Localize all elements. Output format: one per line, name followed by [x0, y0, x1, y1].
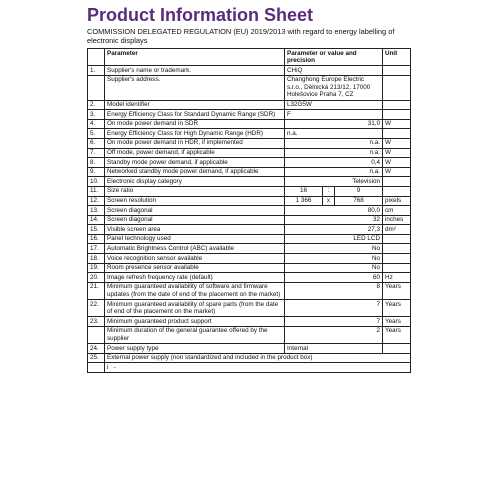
row-value: n.a.	[285, 129, 383, 139]
row-num: 7.	[88, 148, 105, 158]
ratio-separator: :	[323, 186, 335, 196]
resolution-separator: x	[323, 196, 335, 206]
row-unit: W	[383, 148, 411, 158]
row-subitem	[105, 363, 411, 373]
row-value: 32	[285, 215, 383, 225]
table-row	[88, 167, 411, 177]
row-unit	[383, 100, 411, 110]
row-param: Automatic Brightness Control (ABC) available	[105, 244, 285, 254]
row-param: Minimum duration of the general guarantee offered by the supplier	[105, 326, 285, 343]
row-unit: Years	[383, 300, 411, 317]
table-row	[88, 326, 411, 343]
row-param: Voice recognition sensor available	[105, 254, 285, 264]
row-param: Off mode, power demand, if applicable	[105, 148, 285, 158]
table-row	[88, 353, 411, 363]
subitem-marker: i	[107, 363, 109, 371]
table-row	[88, 234, 411, 244]
table-row	[88, 206, 411, 216]
row-unit	[383, 234, 411, 244]
row-value: Television	[285, 177, 383, 187]
row-unit: W	[383, 119, 411, 129]
table-row	[88, 148, 411, 158]
row-unit: W	[383, 167, 411, 177]
row-value: Changhong Europe Electric s.r.o., Dělnická 213/12, 17000 Holešovice Praha 7, CZ	[285, 75, 383, 100]
row-param: Networked standby mode power demand, if applicable	[105, 167, 285, 177]
row-value: n.a.	[285, 167, 383, 177]
row-unit: Years	[383, 282, 411, 299]
row-unit: dm²	[383, 225, 411, 235]
row-num: 2.	[88, 100, 105, 110]
row-value: 7	[285, 300, 383, 317]
row-num: 12.	[88, 196, 105, 206]
row-value: n.a.	[285, 138, 383, 148]
subitem-value: -	[113, 363, 116, 371]
table-row	[88, 263, 411, 273]
row-param: Supplier's address.	[105, 75, 285, 100]
table-row	[88, 66, 411, 76]
table-row	[88, 177, 411, 187]
row-param: Minimum guaranteed product support	[105, 317, 285, 327]
header-unit: Unit	[383, 49, 411, 66]
table-row	[88, 119, 411, 129]
table-row	[88, 138, 411, 148]
row-value: L32G5W	[285, 100, 383, 110]
row-unit: inches	[383, 215, 411, 225]
row-param: Power supply type	[105, 344, 285, 354]
row-value: 7	[285, 317, 383, 327]
row-unit: pixels	[383, 196, 411, 206]
regulation-subtitle: COMMISSION DELEGATED REGULATION (EU) 2019/2013 with regard to energy labelling of electronic displays	[87, 27, 395, 45]
table-row	[88, 344, 411, 354]
row-unit	[383, 177, 411, 187]
table-header-row	[88, 49, 411, 66]
header-parameter: Parameter	[105, 49, 285, 66]
row-param: Model identifier	[105, 100, 285, 110]
row-param: Electronic display category	[105, 177, 285, 187]
table-row	[88, 225, 411, 235]
row-num: 15.	[88, 225, 105, 235]
row-value: LED LCD	[285, 234, 383, 244]
row-value: F	[285, 110, 383, 120]
row-unit: cm	[383, 206, 411, 216]
row-num: 24.	[88, 344, 105, 354]
row-unit	[383, 244, 411, 254]
row-value: No	[285, 263, 383, 273]
row-num: 19.	[88, 263, 105, 273]
row-value: 8	[285, 282, 383, 299]
row-unit: Years	[383, 326, 411, 343]
row-num: 16.	[88, 234, 105, 244]
table-row	[88, 158, 411, 168]
row-param: Size ratio	[105, 186, 285, 196]
table-row	[88, 363, 411, 373]
row-num: 22.	[88, 300, 105, 317]
ratio-width: 16	[285, 186, 323, 196]
row-unit	[383, 75, 411, 100]
row-value: n.a.	[285, 148, 383, 158]
row-num: 4.	[88, 119, 105, 129]
row-num: 10.	[88, 177, 105, 187]
row-param: Energy Efficiency Class for High Dynamic Range (HDR)	[105, 129, 285, 139]
row-value: 60	[285, 273, 383, 283]
row-unit	[383, 129, 411, 139]
row-num: 23.	[88, 317, 105, 327]
row-param: On mode power demand in SDR	[105, 119, 285, 129]
table-row	[88, 75, 411, 100]
row-num: 25.	[88, 353, 105, 363]
row-param: Panel technology used	[105, 234, 285, 244]
table-row	[88, 282, 411, 299]
row-param: Minimum guaranteed availability of spare parts (from the date of end of the placement on the market)	[105, 300, 285, 317]
row-num: 8.	[88, 158, 105, 168]
ratio-height: 9	[335, 186, 383, 196]
row-num: 18.	[88, 254, 105, 264]
table-row	[88, 254, 411, 264]
row-value: 80,0	[285, 206, 383, 216]
row-value: CHiQ	[285, 66, 383, 76]
row-num: 13.	[88, 206, 105, 216]
table-row	[88, 215, 411, 225]
row-param: On mode power demand in HDR, if implemented	[105, 138, 285, 148]
row-param: Energy Efficiency Class for Standard Dynamic Range (SDR)	[105, 110, 285, 120]
row-value: Internal	[285, 344, 383, 354]
row-unit	[383, 344, 411, 354]
row-unit	[383, 186, 411, 196]
row-param: Standby mode power demand, if applicable	[105, 158, 285, 168]
resolution-height: 768	[335, 196, 383, 206]
row-num: 20.	[88, 273, 105, 283]
row-num: 5.	[88, 129, 105, 139]
row-num: 11.	[88, 186, 105, 196]
row-unit: W	[383, 138, 411, 148]
row-num: 6.	[88, 138, 105, 148]
table-row	[88, 317, 411, 327]
table-row	[88, 100, 411, 110]
table-row	[88, 110, 411, 120]
row-param: Screen diagonal	[105, 215, 285, 225]
row-value: No	[285, 254, 383, 264]
row-unit	[383, 66, 411, 76]
row-param: Minimum guaranteed availability of software and firmware updates (from the date of end of the placement on the market)	[105, 282, 285, 299]
resolution-width: 1 366	[285, 196, 323, 206]
row-unit: W	[383, 158, 411, 168]
header-num	[88, 49, 105, 66]
row-param: External power supply (non standardized and included in the product box)	[105, 353, 411, 363]
row-num	[88, 326, 105, 343]
page-title: Product Information Sheet	[87, 5, 314, 25]
table-row	[88, 273, 411, 283]
row-num: 17.	[88, 244, 105, 254]
spec-table	[87, 48, 411, 373]
table-row	[88, 300, 411, 317]
row-value: 27,3	[285, 225, 383, 235]
row-param: Image refresh frequency rate (default)	[105, 273, 285, 283]
row-value: No	[285, 244, 383, 254]
row-unit	[383, 254, 411, 264]
row-param: Screen diagonal	[105, 206, 285, 216]
table-row	[88, 244, 411, 254]
row-param: Visible screen area	[105, 225, 285, 235]
row-num	[88, 363, 105, 373]
row-value: 0,4	[285, 158, 383, 168]
row-param: Room presence sensor available	[105, 263, 285, 273]
row-unit: Hz	[383, 273, 411, 283]
row-num	[88, 75, 105, 100]
row-unit	[383, 110, 411, 120]
row-num: 21.	[88, 282, 105, 299]
row-num: 14.	[88, 215, 105, 225]
table-row	[88, 129, 411, 139]
row-num: 9.	[88, 167, 105, 177]
row-param: Screen resolution	[105, 196, 285, 206]
header-value: Parameter or value and precision	[285, 49, 383, 66]
table-row	[88, 196, 411, 206]
row-unit	[383, 263, 411, 273]
row-unit: Years	[383, 317, 411, 327]
table-row	[88, 186, 411, 196]
row-param: Supplier's name or trademark.	[105, 66, 285, 76]
row-value: 31,0	[285, 119, 383, 129]
row-num: 3.	[88, 110, 105, 120]
row-num: 1.	[88, 66, 105, 76]
row-value: 2	[285, 326, 383, 343]
